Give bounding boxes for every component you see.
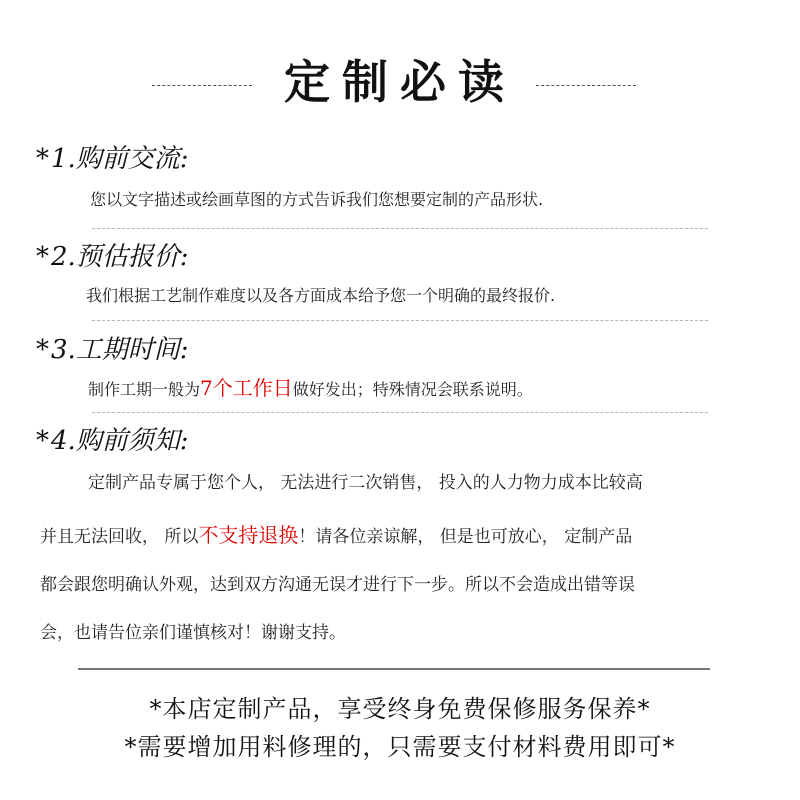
section-4-heading-text: 4.购前须知: [51, 426, 189, 456]
footer-line-2: *需要增加用料修理的，只需要支付材料费用即可* [124, 733, 676, 761]
section-3-highlight: 7个工作日 [200, 376, 293, 400]
title-row [0, 52, 800, 112]
section-4-highlight: 不支持退换 [198, 523, 299, 547]
section-1-heading [36, 142, 189, 176]
section-2-heading-text: 2.预估报价: [51, 242, 189, 272]
footer-line-1: *本店定制产品，享受终身免费保修服务保养* [149, 695, 651, 723]
section-1-text: 您以文字描述或绘画草图的方式告诉我们您想要定制的产品形状. [90, 190, 544, 209]
section-3-text-before: 制作工期一般为 [88, 380, 201, 399]
section-4-line-1: 定制产品专属于您个人， 无法进行二次销售， 投入的人力物力成本比较高 [88, 473, 643, 493]
section-3-heading [36, 333, 189, 367]
section-1-heading-text: 1.购前交流: [51, 144, 189, 174]
star-icon: * [36, 335, 49, 365]
page-title: 定制必读 [284, 55, 516, 109]
section-4-line-4: 会，也请告位亲们谨慎核对！谢谢支持。 [40, 623, 346, 643]
section-3-text-after: 做好发出；特殊情况会联系说明。 [292, 380, 533, 399]
section-1-divider [92, 228, 708, 229]
section-4-heading [36, 424, 189, 458]
star-icon: * [36, 242, 49, 272]
section-3-text [88, 376, 533, 402]
title-right-dashed-line [536, 85, 636, 86]
section-4-line-2 [40, 522, 740, 550]
section-4-line-2-after: ！请各位亲谅解， 但是也可放心， 定制产品 [298, 527, 633, 547]
star-icon: * [36, 144, 49, 174]
section-4-line-3: 都会跟您明确认外观，达到双方沟通无误才进行下一步。所以不会造成出错等误 [40, 575, 635, 595]
section-2-heading [36, 240, 189, 274]
footer-divider [78, 668, 710, 670]
title-left-dashed-line [152, 85, 252, 86]
section-3-divider [92, 412, 708, 413]
section-4-line-2-before: 并且无法回收， 所以 [40, 527, 199, 547]
section-2-text: 我们根据工艺制作难度以及各方面成本给予您一个明确的最终报价. [86, 286, 556, 305]
section-2-divider [92, 320, 708, 321]
star-icon: * [36, 426, 49, 456]
section-3-heading-text: 3.工期时间: [51, 335, 189, 365]
